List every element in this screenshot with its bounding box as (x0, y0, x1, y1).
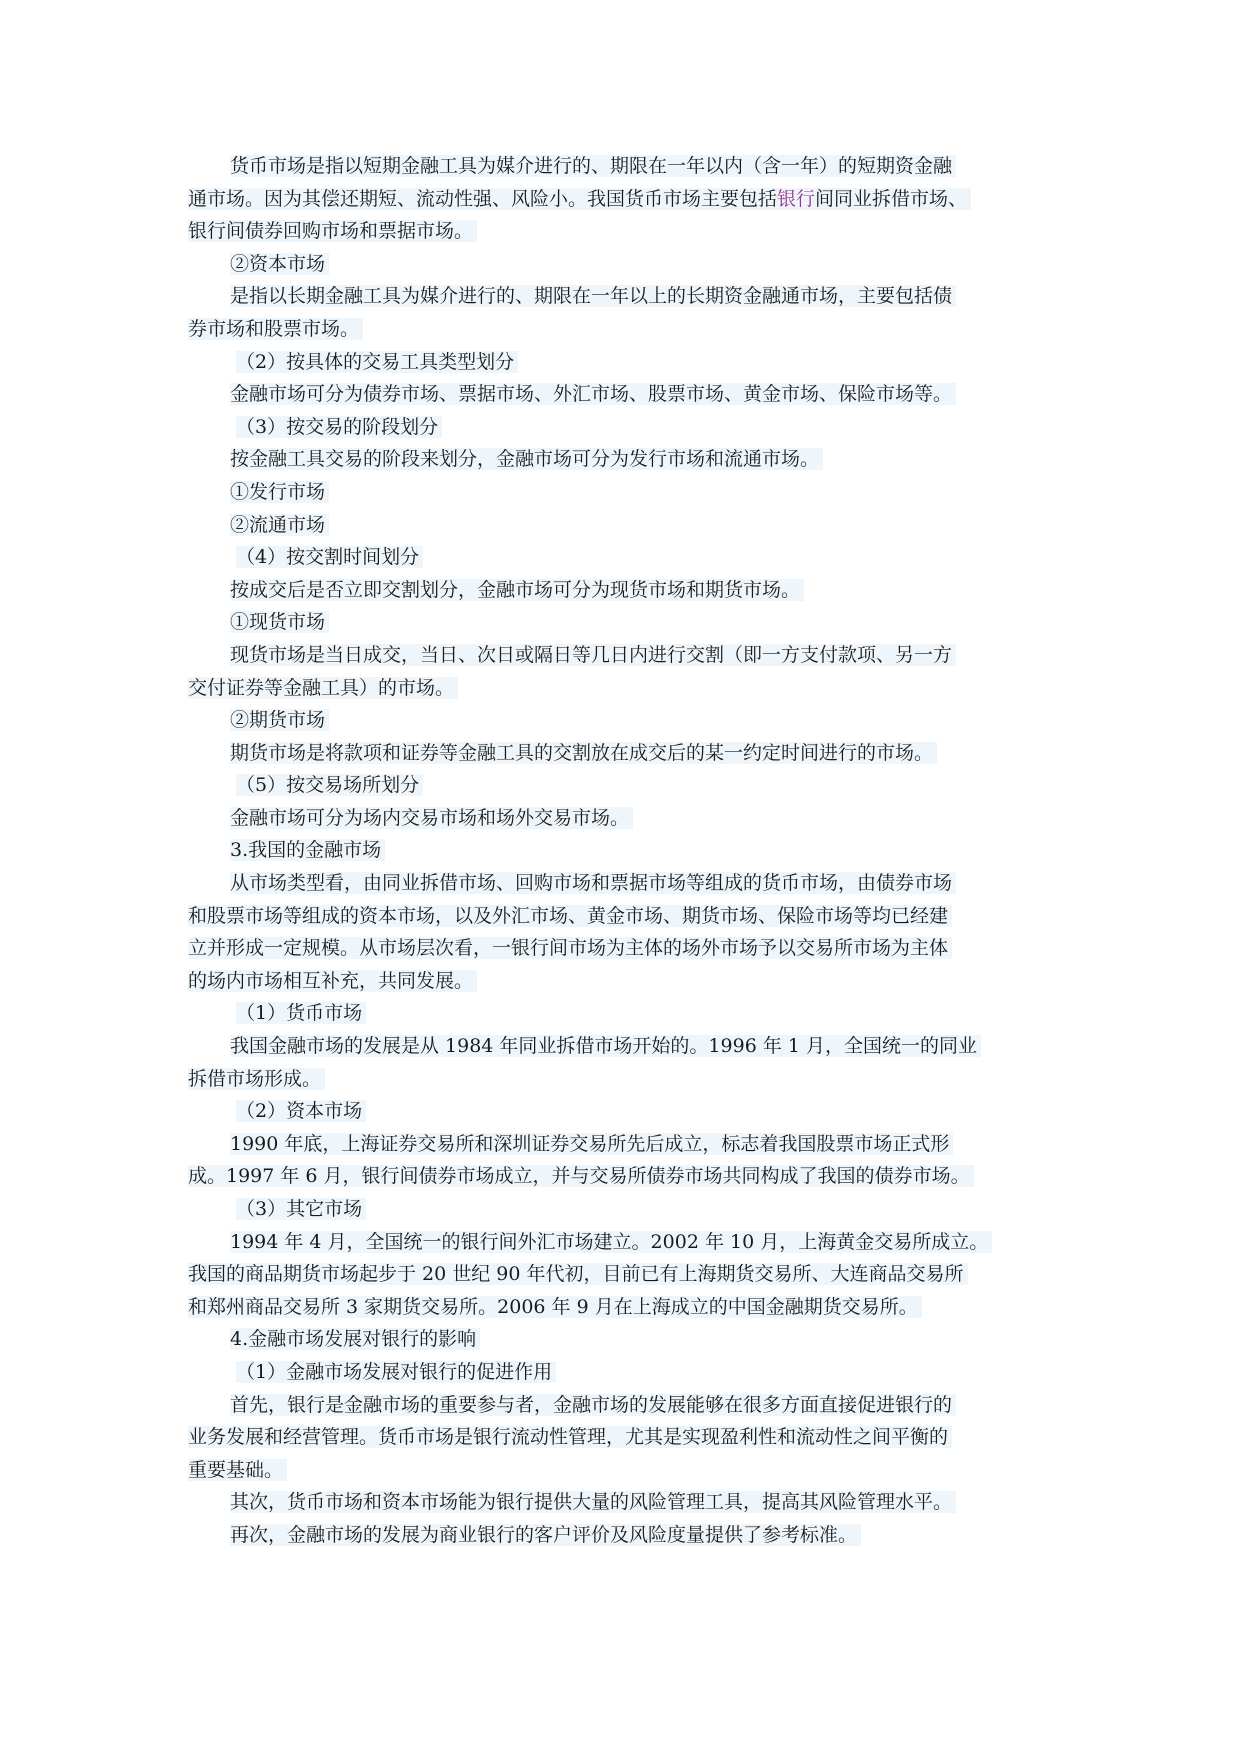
line-text: 首先，银行是金融市场的重要参与者，金融市场的发展能够在很多方面直接促进银行的 (230, 1394, 956, 1416)
text-line (188, 965, 1058, 998)
text-line (188, 1095, 1058, 1128)
line-text: 4.金融市场发展对银行的影响 (230, 1328, 480, 1350)
line-text: 券市场和股票市场。 (188, 318, 363, 340)
text-line (188, 541, 1058, 574)
line-text: 其次，货币市场和资本市场能为银行提供大量的风险管理工具，提高其风险管理水平。 (230, 1491, 956, 1513)
text-line (188, 346, 1058, 379)
text-line (188, 378, 1058, 411)
line-text: （3）其它市场 (236, 1198, 366, 1220)
line-text: 货币市场是指以短期金融工具为媒介进行的、期限在一年以内（含一年）的短期资金融 (230, 155, 956, 177)
line-text: 从市场类型看，由同业拆借市场、回购市场和票据市场等组成的货币市场，由债券市场 (230, 872, 956, 894)
line-text: 金融市场可分为债券市场、票据市场、外汇市场、股票市场、黄金市场、保险市场等。 (230, 383, 956, 405)
line-text: 重要基础。 (188, 1459, 287, 1481)
text-line (188, 606, 1058, 639)
document-body (188, 150, 1058, 1552)
line-text: 1994 年 4 月，全国统一的银行间外汇市场建立。2002 年 10 月，上海黄金交易所成立。 (230, 1231, 992, 1253)
line-text-continued: 间同业拆借市场、 (815, 188, 971, 210)
text-line (188, 672, 1058, 705)
text-line (188, 900, 1058, 933)
line-text: 再次，金融市场的发展为商业银行的客户评价及风险度量提供了参考标准。 (230, 1524, 861, 1546)
text-line (188, 509, 1058, 542)
text-line (188, 1193, 1058, 1226)
line-text: 期货市场是将款项和证券等金融工具的交割放在成交后的某一约定时间进行的市场。 (230, 742, 937, 764)
text-line (188, 769, 1058, 802)
line-text: 我国金融市场的发展是从 1984 年同业拆借市场开始的。1996 年 1 月，全国统一的同业 (230, 1035, 981, 1057)
text-line (188, 1389, 1058, 1422)
line-text: （1）金融市场发展对银行的促进作用 (236, 1361, 556, 1383)
line-text: ②流通市场 (230, 514, 329, 536)
text-line (188, 1258, 1058, 1291)
line-text: ①发行市场 (230, 481, 329, 503)
text-line (188, 1063, 1058, 1096)
text-line (188, 215, 1058, 248)
line-text: ②资本市场 (230, 253, 329, 275)
text-line (188, 476, 1058, 509)
line-text: 银行间债券回购市场和票据市场。 (188, 220, 477, 242)
line-text: 立并形成一定规模。从市场层次看，一银行间市场为主体的场外市场予以交易所市场为主体 (188, 937, 952, 959)
line-text: 业务发展和经营管理。货币市场是银行流动性管理，尤其是实现盈利性和流动性之间平衡的 (188, 1426, 952, 1448)
text-line (188, 997, 1058, 1030)
text-line (188, 1226, 1058, 1259)
text-line (188, 1128, 1058, 1161)
line-text: （5）按交易场所划分 (236, 774, 423, 796)
text-line (188, 443, 1058, 476)
text-line (188, 248, 1058, 281)
text-line (188, 704, 1058, 737)
text-line (188, 1323, 1058, 1356)
line-text: 和股票市场等组成的资本市场，以及外汇市场、黄金市场、期货市场、保险市场等均已经建 (188, 905, 952, 927)
text-line (188, 932, 1058, 965)
line-text: 交付证券等金融工具）的市场。 (188, 677, 458, 699)
text-line (188, 1356, 1058, 1389)
line-text: 3.我国的金融市场 (230, 839, 385, 861)
text-line (188, 411, 1058, 444)
line-text: 和郑州商品交易所 3 家期货交易所。2006 年 9 月在上海成立的中国金融期货交易所。 (188, 1296, 922, 1318)
line-text: 的场内市场相互补充，共同发展。 (188, 970, 477, 992)
line-text: 是指以长期金融工具为媒介进行的、期限在一年以上的长期资金融通市场，主要包括债 (230, 285, 956, 307)
text-line (188, 834, 1058, 867)
text-line (188, 1030, 1058, 1063)
line-text: 我国的商品期货市场起步于 20 世纪 90 年代初，目前已有上海期货交易所、大连商品交易所 (188, 1263, 968, 1285)
line-text: （3）按交易的阶段划分 (236, 416, 442, 438)
line-text: 按金融工具交易的阶段来划分，金融市场可分为发行市场和流通市场。 (230, 448, 823, 470)
line-text: ②期货市场 (230, 709, 329, 731)
text-line (188, 1486, 1058, 1519)
line-text: （1）货币市场 (236, 1002, 366, 1024)
line-text: 通市场。因为其偿还期短、流动性强、风险小。我国货币市场主要包括 (188, 187, 778, 210)
line-text: （4）按交割时间划分 (236, 546, 423, 568)
text-line (188, 1291, 1058, 1324)
line-text: （2）按具体的交易工具类型划分 (236, 351, 518, 373)
text-line (188, 1454, 1058, 1487)
text-line (188, 737, 1058, 770)
line-text: 按成交后是否立即交割划分，金融市场可分为现货市场和期货市场。 (230, 579, 804, 601)
text-line (188, 1519, 1058, 1552)
text-line (188, 1160, 1058, 1193)
text-line (188, 639, 1058, 672)
line-text: （2）资本市场 (236, 1100, 366, 1122)
text-line (188, 280, 1058, 313)
text-line (188, 867, 1058, 900)
line-text: 拆借市场形成。 (188, 1068, 325, 1090)
text-line (188, 802, 1058, 835)
line-text: ①现货市场 (230, 611, 329, 633)
line-text: 金融市场可分为场内交易市场和场外交易市场。 (230, 807, 633, 829)
text-line (188, 150, 1058, 183)
text-line (188, 574, 1058, 607)
inline-link-bank[interactable]: 银行 (777, 187, 816, 210)
text-line (188, 1421, 1058, 1454)
line-text: 现货市场是当日成交，当日、次日或隔日等几日内进行交割（即一方支付款项、另一方 (230, 644, 956, 666)
line-text: 成。1997 年 6 月，银行间债券市场成立，并与交易所债券市场共同构成了我国的债券市场。 (188, 1165, 974, 1187)
text-line (188, 313, 1058, 346)
text-line (188, 183, 1058, 216)
line-text: 1990 年底，上海证券交易所和深圳证券交易所先后成立，标志着我国股票市场正式形 (230, 1133, 953, 1155)
